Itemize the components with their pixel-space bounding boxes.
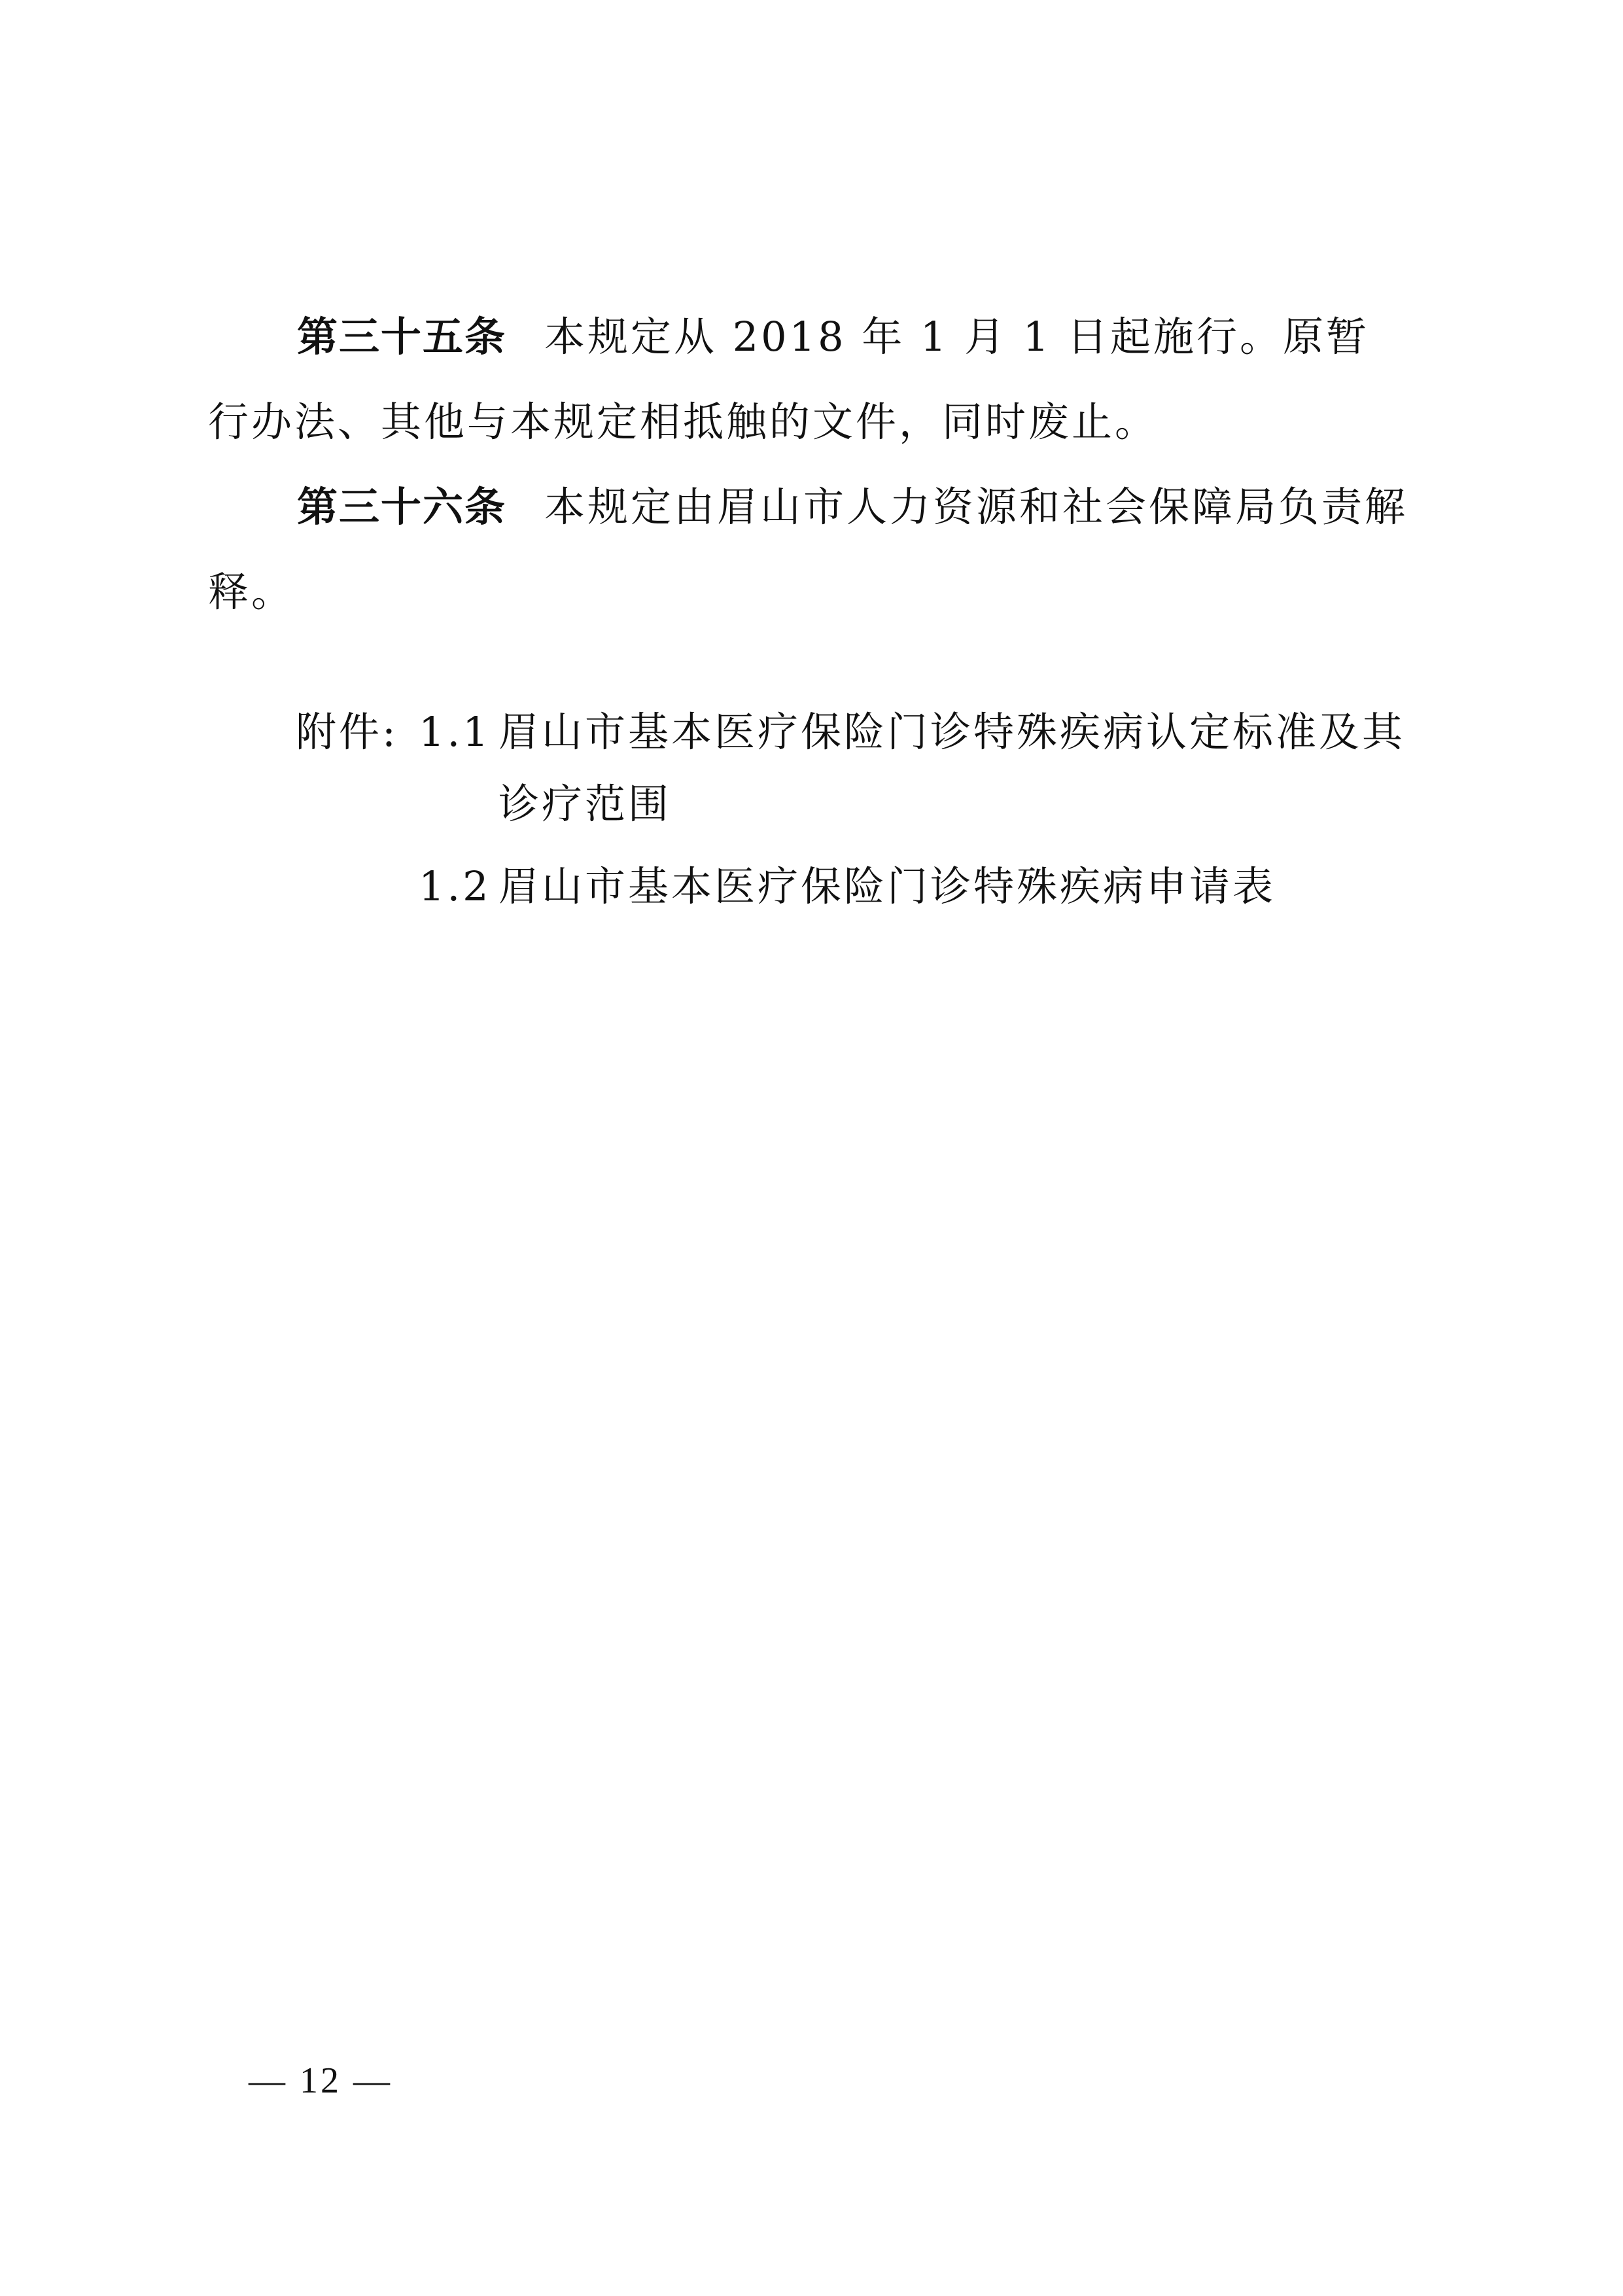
article-36-text: 本规定由眉山市人力资源和社会保障局负责解释。 — [208, 483, 1408, 616]
article-35-text: 本规定从 2018 年 1 月 1 日起施行。原暂行办法、其他与本规定相抵触的文件，同时废止。 — [208, 313, 1369, 446]
attachment-1-number: 1.1 — [419, 708, 491, 756]
article-36-label: 第三十六条 — [297, 483, 507, 531]
page-number: — 12 — — [249, 2060, 393, 2101]
attachment-1-title: 眉山市基本医疗保险门诊特殊疾病认定标准及其诊疗范围 — [498, 708, 1406, 828]
article-36 — [208, 465, 1412, 635]
article-35-label: 第三十五条 — [297, 313, 507, 361]
attachment-2-number: 1.2 — [419, 862, 491, 910]
attachment-2-title: 眉山市基本医疗保险门诊特殊疾病申请表 — [498, 862, 1276, 910]
article-35 — [208, 294, 1412, 465]
attachments-label: 附件: — [296, 708, 398, 756]
